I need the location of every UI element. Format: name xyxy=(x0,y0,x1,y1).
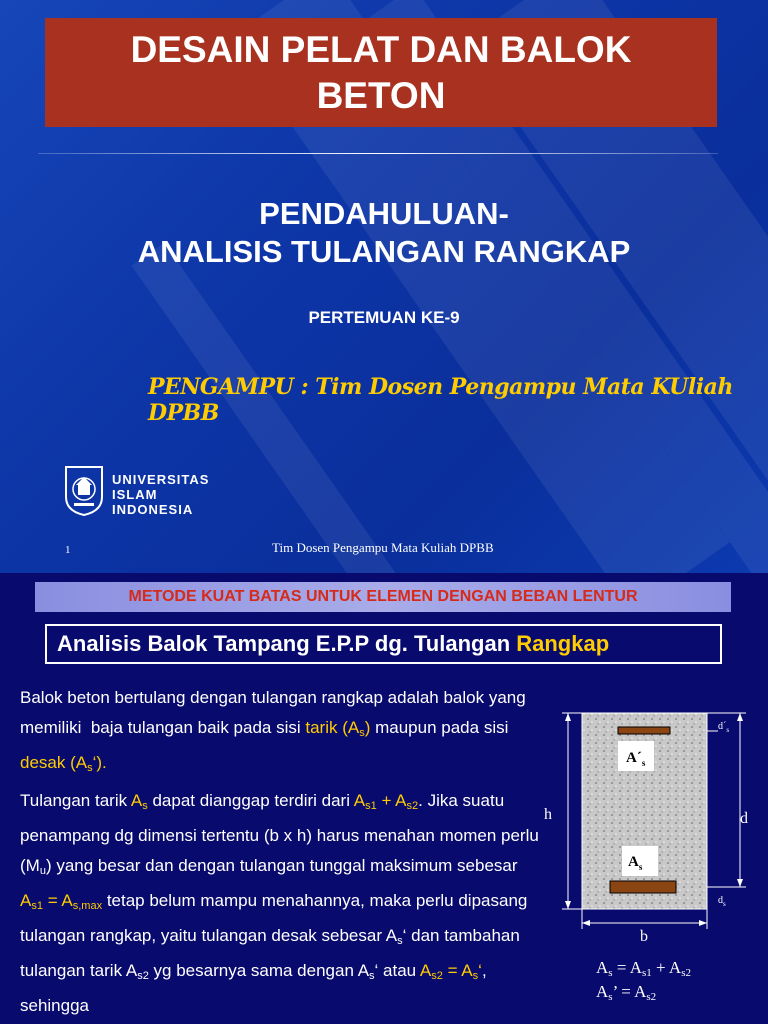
meeting-label: PERTEMUAN KE-9 xyxy=(308,308,460,327)
heading-main: Analisis Balok Tampang E.P.P dg. Tulangan xyxy=(57,631,517,656)
as-top-label: $A´_s$ xyxy=(626,750,646,768)
university-name xyxy=(112,472,209,517)
page-number: 1 xyxy=(65,544,71,556)
subtitle-line-1: PENDAHULUAN- xyxy=(259,196,509,231)
tension-bar xyxy=(610,881,676,893)
divider xyxy=(38,153,718,154)
ds-top-label: $d´_s$ xyxy=(718,721,730,734)
slide-title: DESAIN PELAT DAN BALOK BETON xyxy=(130,28,632,116)
university-line-2: ISLAM xyxy=(112,487,158,502)
b-label: b xyxy=(640,928,648,945)
university-logo-icon xyxy=(62,463,106,517)
heading-accent: Rangkap xyxy=(516,631,610,656)
content-slide xyxy=(0,573,768,1024)
footer-text: Tim Dosen Pengampu Mata Kuliah DPBB xyxy=(272,540,494,555)
equation-1: $A_s = A_{s1} + A_{s2}$ xyxy=(596,958,691,979)
lecturer-label: PENGAMPU : Tim Dosen Pengampu Mata KUliah DPBB xyxy=(148,374,733,426)
d-label: d xyxy=(740,810,748,827)
heading-text xyxy=(57,631,609,657)
h-label: h xyxy=(544,806,552,823)
equation-2: $A_s$’ = $A_{s2}$ xyxy=(596,982,657,1003)
as-bottom-label: $A_s$ xyxy=(628,854,643,872)
ds-bottom-label: $d_s$ xyxy=(718,895,726,908)
section-banner xyxy=(35,582,731,612)
paragraph-2: Tulangan tarik $A_s$ dapat dianggap terdiri dari $A_{s1} + A_{s2}$. Jika suatu penampang dg dimensi tertentu (b x h) harus menahan momen perlu $(M_u)$ yang besar dan dengan tulangan tunggal maksimum sebesar $A_{s1} = A_{s,max}$ tetap belum mampu menahannya, maka perlu dipasang tulangan rangkap, yaitu tulangan desak sebesar $A_s‘$ dan tambahan tulangan tarik $A_{s2}$ yg besarnya sama dengan $A_s‘$ atau $A_{s2}$ = $A_s‘$, sehingga xyxy=(20,791,539,1015)
banner-text: METODE KUAT BATAS UNTUK ELEMEN DENGAN BEBAN LENTUR xyxy=(128,588,638,605)
university-line-1: UNIVERSITAS xyxy=(112,472,210,487)
university-line-3: INDONESIA xyxy=(112,502,194,517)
compression-bar xyxy=(618,727,670,734)
paragraph-1: Balok beton bertulang dengan tulangan rangkap adalah balok yang memiliki baja tulangan baik pada sisi tarik $(A_s)$ maupun pada sisi desak $(A_s‘)$. xyxy=(20,688,526,774)
subtitle-line-2: ANALISIS TULANGAN RANGKAP xyxy=(137,234,631,269)
title-box xyxy=(45,18,717,127)
heading-box xyxy=(45,624,722,664)
